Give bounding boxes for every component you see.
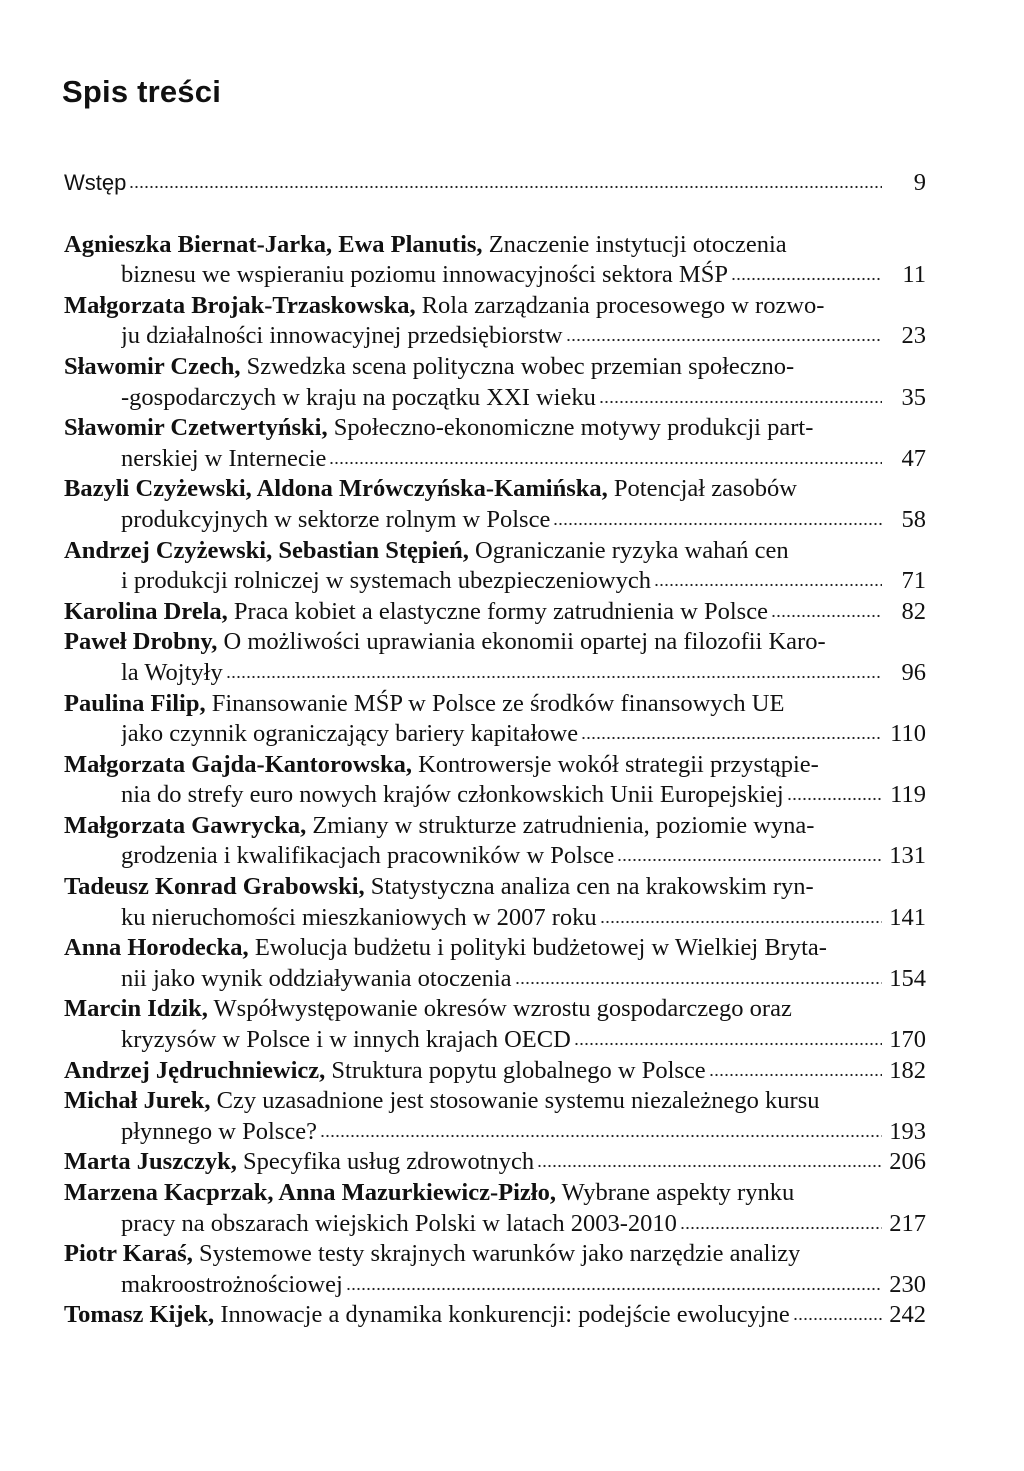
entry-authors: Andrzej Czyżewski, Sebastian Stępień, — [64, 536, 469, 564]
entry-title-continuation: -gospodarczych w kraju na początku XXI wieku — [121, 383, 596, 411]
entry-first-line — [64, 994, 792, 1025]
entry-authors: Karolina Drela, — [64, 597, 228, 625]
entry-title-part: Szwedzka scena polityczna wobec przemian społeczno- — [246, 352, 795, 380]
dot-leader — [771, 613, 882, 619]
entry-title-part: O możliwości uprawiania ekonomii opartej na filozofii Karo- — [223, 628, 826, 656]
entry-title-continuation: jako czynnik ograniczający bariery kapitałowe — [121, 720, 579, 748]
page-number: 119 — [890, 781, 926, 809]
toc-entry[interactable] — [64, 1239, 926, 1300]
entry-title-continuation: produkcyjnych w sektorze rolnym w Polsce — [121, 505, 551, 533]
dot-leader — [654, 582, 882, 588]
entry-title-part: Współwystępowanie okresów wzrostu gospodarczego oraz — [213, 995, 792, 1023]
entry-title-part: Wybrane aspekty rynku — [561, 1179, 795, 1206]
page-number: 141 — [889, 903, 926, 931]
dot-leader — [793, 1316, 882, 1322]
page-number: 11 — [902, 261, 926, 289]
entry-title-part: Ewolucja budżetu i polityki budżetowej w Wielkiej Bryta- — [254, 934, 827, 962]
entry-authors: Małgorzata Gawrycka, — [64, 811, 307, 839]
entry-title-continuation: la Wojtyły — [121, 658, 223, 686]
toc-entry[interactable] — [64, 536, 926, 597]
dot-leader — [537, 1163, 882, 1169]
entry-title-part: Społeczno-ekonomiczne motywy produkcji part- — [333, 414, 814, 442]
page-title: Spis treści — [62, 74, 222, 109]
entry-title-part: Rola zarządzania procesowego w rozwo- — [421, 291, 825, 319]
entry-title-part: Finansowanie MŚP w Polsce ze środków finansowych UE — [211, 689, 785, 717]
entry-first-line — [64, 627, 826, 658]
entry-title-continuation: grodzenia i kwalifikacjach pracowników w Polsce — [121, 842, 615, 870]
entry-authors: Paweł Drobny, — [64, 628, 218, 656]
entry-first-line — [64, 230, 787, 261]
toc-entry[interactable] — [64, 230, 926, 291]
entry-first-line — [64, 1300, 790, 1331]
entry-first-line — [64, 750, 819, 781]
toc-entry[interactable] — [64, 994, 926, 1055]
toc-entry[interactable] — [64, 627, 926, 688]
toc-entry[interactable] — [64, 474, 926, 535]
entry-first-line — [64, 597, 768, 628]
entry-first-line — [64, 872, 814, 903]
dot-leader — [129, 184, 882, 190]
entry-title-continuation: biznesu we wspieraniu poziomu innowacyjności sektora MŚP — [121, 261, 728, 289]
dot-leader — [574, 1041, 882, 1047]
entry-title-continuation: nii jako wynik oddziaływania otoczenia — [121, 964, 512, 992]
dot-leader — [329, 460, 882, 466]
entry-first-line — [64, 689, 784, 720]
entry-first-line — [64, 474, 797, 505]
entry-title-continuation: nia do strefy euro nowych krajów członkowskich Unii Europejskiej — [121, 781, 784, 809]
entry-authors: Sławomir Czech, — [64, 352, 241, 380]
intro-title: Wstęp — [64, 170, 127, 195]
entry-first-line — [64, 1086, 819, 1117]
toc-entry[interactable] — [64, 872, 926, 933]
toc-entry[interactable] — [64, 1178, 926, 1239]
page-number: 96 — [901, 658, 926, 686]
entry-title-part: Statystyczna analiza cen na krakowskim ryn- — [370, 873, 814, 901]
entry-title-continuation: pracy na obszarach wiejskich Polski w latach 2003-2010 — [121, 1209, 677, 1237]
toc-entry[interactable] — [64, 291, 926, 352]
entry-title-part: Innowacje a dynamika konkurencji: podejście ewolucyjne — [220, 1301, 790, 1329]
toc-entry[interactable] — [64, 933, 926, 994]
entry-authors: Marta Juszczyk, — [64, 1148, 237, 1176]
dot-leader — [553, 521, 882, 527]
entry-title-continuation: ju działalności innowacyjnej przedsiębiorstw — [121, 322, 563, 350]
page-number: 35 — [901, 383, 926, 411]
page-number: 110 — [890, 720, 926, 748]
entry-title-continuation: nerskiej w Internecie — [121, 444, 327, 472]
entry-authors: Andrzej Jędruchniewicz, — [64, 1056, 326, 1084]
entry-authors: Michał Jurek, — [64, 1087, 211, 1115]
page-number: 58 — [901, 505, 926, 533]
page-number: 9 — [913, 169, 926, 196]
dot-leader — [515, 980, 882, 986]
toc-entry[interactable] — [64, 811, 926, 872]
page-number: 170 — [889, 1026, 926, 1054]
dot-leader — [709, 1072, 882, 1078]
entry-authors: Sławomir Czetwertyński, — [64, 414, 328, 442]
page-number: 47 — [901, 444, 926, 472]
dot-leader — [731, 276, 882, 282]
dot-leader — [226, 674, 882, 680]
page-number: 154 — [889, 964, 926, 992]
entry-title-part: Potencjał zasobów — [613, 475, 797, 503]
page-number: 71 — [901, 567, 926, 595]
entry-title-part: Systemowe testy skrajnych warunków jako narzędzie analizy — [198, 1240, 801, 1268]
entry-title-part: Ograniczanie ryzyka wahań cen — [475, 536, 789, 564]
dot-leader — [566, 337, 882, 343]
dot-leader — [787, 796, 882, 802]
entry-authors: Małgorzata Gajda-Kantorowska, — [64, 750, 412, 778]
page-number: 230 — [889, 1270, 926, 1298]
entry-first-line — [64, 811, 814, 842]
entry-title-continuation: płynnego w Polsce? — [121, 1117, 317, 1145]
toc-entry[interactable] — [64, 1300, 926, 1331]
entry-authors: Paulina Filip, — [64, 689, 206, 717]
toc-entry[interactable] — [64, 413, 926, 474]
entry-first-line — [64, 1239, 800, 1270]
table-of-contents — [64, 168, 926, 1331]
toc-entries — [64, 230, 926, 1331]
entry-first-line — [64, 291, 824, 322]
entry-title-continuation: kryzysów w Polsce i w innych krajach OECD — [121, 1026, 571, 1054]
entry-authors: Małgorzata Brojak-Trzaskowska, — [64, 291, 416, 319]
page-number: 82 — [901, 597, 926, 625]
entry-authors: Marzena Kacprzak, Anna Mazurkiewicz-Pizło, — [64, 1179, 556, 1206]
entry-title-continuation: i produkcji rolniczej w systemach ubezpieczeniowych — [121, 567, 651, 595]
dot-leader — [617, 857, 882, 863]
entry-title-part: Specyfika usług zdrowotnych — [242, 1148, 535, 1176]
entry-title-part: Znaczenie instytucji otoczenia — [488, 230, 787, 258]
entry-first-line — [64, 413, 813, 444]
entry-authors: Tadeusz Konrad Grabowski, — [64, 873, 365, 901]
entry-authors: Anna Horodecka, — [64, 934, 249, 962]
entry-first-line — [64, 536, 789, 567]
page-number: 182 — [889, 1056, 926, 1084]
page-number: 242 — [889, 1301, 926, 1329]
toc-entry[interactable] — [64, 352, 926, 413]
dot-leader — [600, 919, 882, 925]
entry-title-part: Zmiany w strukturze zatrudnienia, poziomie wyna- — [312, 811, 815, 839]
entry-title-part: Struktura popytu globalnego w Polsce — [331, 1056, 706, 1084]
page-number: 23 — [901, 322, 926, 350]
entry-authors: Bazyli Czyżewski, Aldona Mrówczyńska-Kamińska, — [64, 475, 608, 503]
toc-entry[interactable] — [64, 1147, 926, 1178]
page-number: 217 — [889, 1209, 926, 1237]
entry-authors: Tomasz Kijek, — [64, 1301, 215, 1329]
dot-leader — [599, 399, 882, 405]
page-number: 206 — [889, 1148, 926, 1176]
entry-authors: Marcin Idzik, — [64, 995, 208, 1023]
dot-leader — [346, 1286, 882, 1292]
page-number: 193 — [889, 1117, 926, 1145]
entry-authors: Piotr Karaś, — [64, 1240, 193, 1268]
entry-title-part: Praca kobiet a elastyczne formy zatrudnienia w Polsce — [233, 597, 768, 625]
entry-title-part: Kontrowersje wokół strategii przystąpie- — [418, 750, 819, 778]
toc-entry[interactable] — [64, 750, 926, 811]
entry-title-continuation: ku nieruchomości mieszkaniowych w 2007 roku — [121, 903, 597, 931]
entry-title-part: Czy uzasadnione jest stosowanie systemu niezależnego kursu — [216, 1087, 820, 1115]
toc-entry[interactable] — [64, 1086, 926, 1147]
entry-title-continuation: makroostrożnościowej — [121, 1270, 343, 1298]
dot-leader — [581, 735, 882, 741]
entry-first-line — [64, 1178, 794, 1209]
page-number: 131 — [889, 842, 926, 870]
dot-leader — [320, 1133, 882, 1139]
entry-first-line — [64, 352, 794, 383]
entry-authors: Agnieszka Biernat-Jarka, Ewa Planutis, — [64, 230, 483, 258]
dot-leader — [680, 1225, 882, 1231]
entry-first-line — [64, 933, 827, 964]
entry-first-line — [64, 1056, 706, 1087]
toc-entry[interactable] — [64, 1056, 926, 1087]
toc-intro[interactable] — [64, 168, 926, 199]
toc-entry[interactable] — [64, 689, 926, 750]
entry-first-line — [64, 1147, 534, 1178]
toc-entry[interactable] — [64, 597, 926, 628]
